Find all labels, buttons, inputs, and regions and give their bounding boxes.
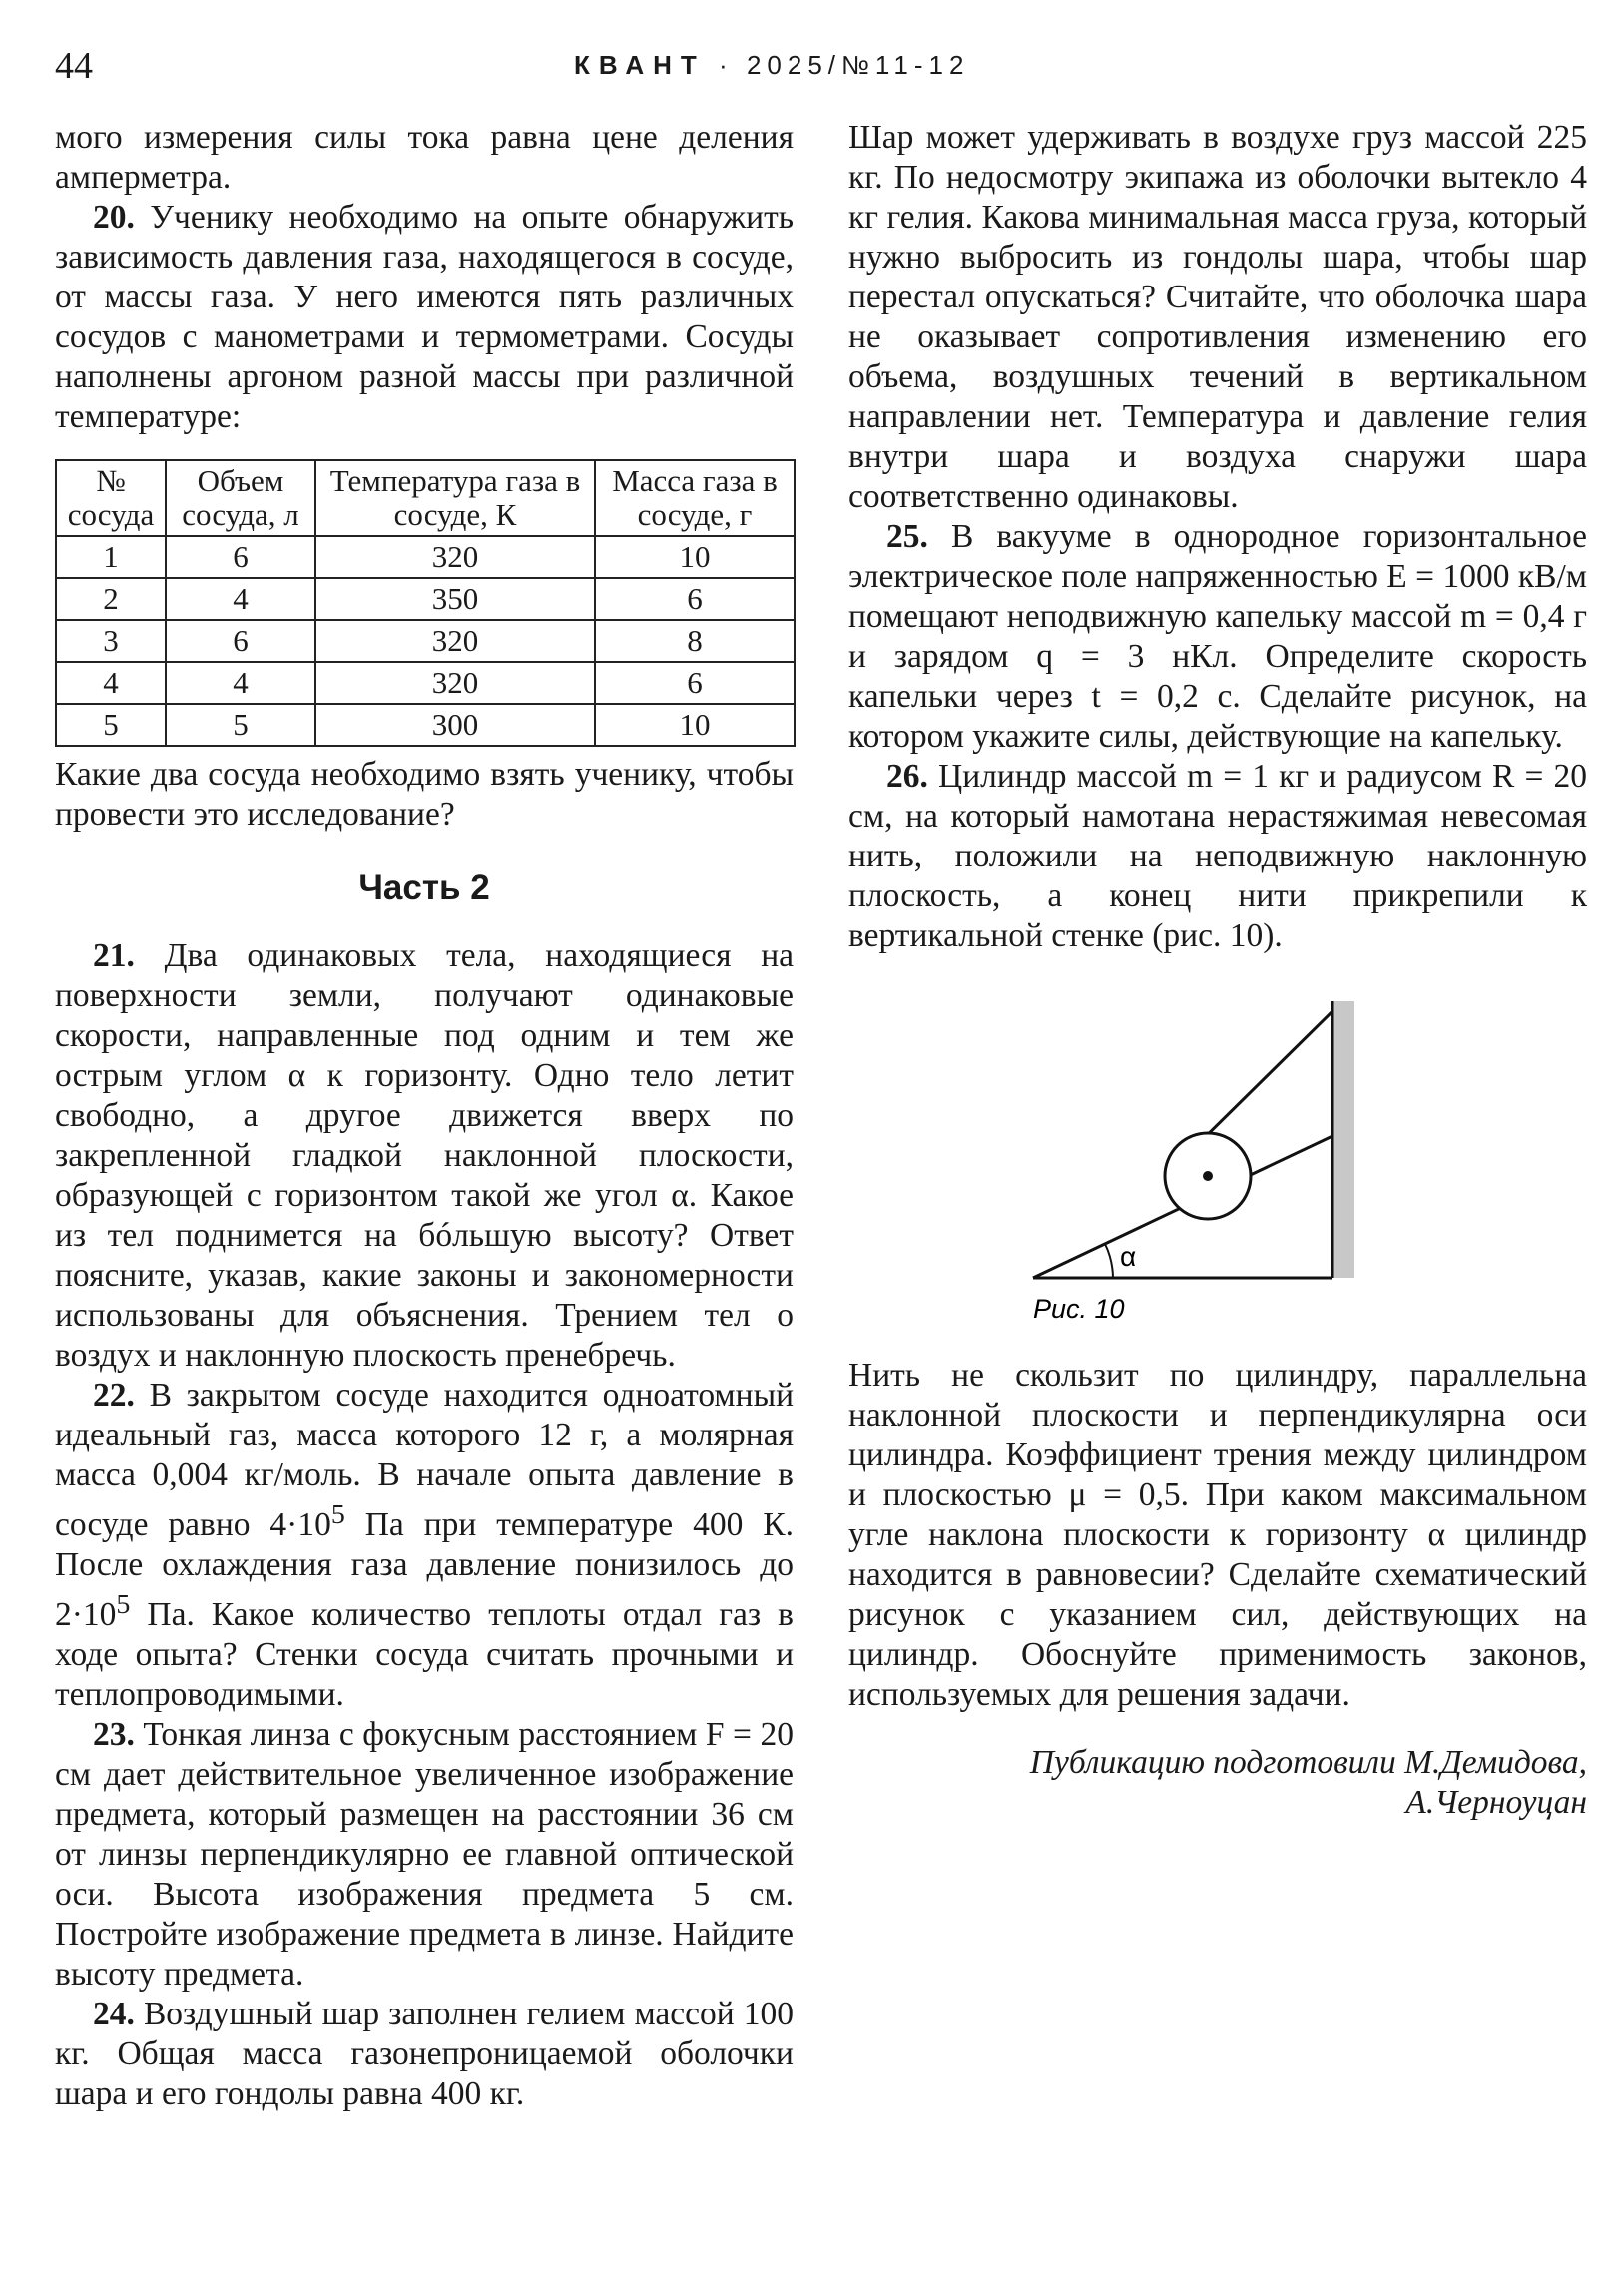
journal-running-title xyxy=(574,50,969,81)
problem-25-number: 25. xyxy=(886,518,928,555)
angle-arc xyxy=(1105,1244,1113,1278)
problem-21-text: Два одинаковых тела, находящиеся на поверхности земли, получают одинаковые скорости, направленные под одним и тем же острым углом α к горизонту. Одно тело летит свободно, а другое движется вверх по закрепленной гладкой наклонной плоскости, образующей с горизонтом такой же угол α. Какое из тел поднимется на бóльшую высоту? Ответ поясните, указав, какие законы и закономерности использованы для объяснения. Трением тел о воздух и наклонную плоскость пренебречь. xyxy=(55,937,794,1374)
problem-23 xyxy=(55,1715,794,1995)
problem-20 xyxy=(55,198,794,437)
table-cell: 320 xyxy=(315,662,595,704)
problem-22-text-a: В закрытом сосуде находится одноатомный идеальный газ, масса которого 12 г, а молярная масса 0,004 кг/моль. В начале опыта давление в сосуде равно 4·10 xyxy=(55,1377,794,1544)
problem-24-continued: Шар может удерживать в воздухе груз массой 225 кг. По недосмотру экипажа из оболочки вытекло 4 кг гелия. Какова минимальная масса груза, который нужно выбросить из гондолы шара, чтобы шар перестал опускаться? Считайте, что оболочка шара не оказывает сопротивления изменению его объема, воздушных течений в вертикальном направлении нет. Температура и давление гелия внутри шара и воздуха снаружи шара соответственно одинаковы. xyxy=(848,119,1587,515)
table-cell: 4 xyxy=(56,662,166,704)
table-cell: 4 xyxy=(166,578,315,620)
problem-25 xyxy=(848,517,1587,757)
table-cell: 8 xyxy=(595,620,795,662)
problem-22 xyxy=(55,1376,794,1715)
table-header-cell: Температура газа в сосуде, К xyxy=(315,460,595,536)
signature-line-2: А.Черноуцан xyxy=(1405,1784,1587,1821)
problem-22-text-b: Па при температуре 400 К. После охлаждения газа давление понизилось до 2·10 xyxy=(55,1506,794,1634)
header-separator: · xyxy=(719,50,734,80)
table-header-cell: Объем сосуда, л xyxy=(166,460,315,536)
table-header-cell: № сосуда xyxy=(56,460,166,536)
table-cell: 5 xyxy=(166,704,315,746)
table-cell: 320 xyxy=(315,536,595,578)
problem-20-text: Ученику необходимо на опыте обнаружить зависимость давления газа, находящегося в сосуде, от массы газа. У него имеются пять различных сосудов с манометрами и термометрами. Сосуды наполнены аргоном разной массы при различной температуре: xyxy=(55,199,794,435)
problem-24-text: Воздушный шар заполнен гелием массой 100 кг. Общая масса газонепроницаемой оболочки шара и его гондолы равна 400 кг. xyxy=(55,1996,794,2113)
problem-26-continued: Нить не скользит по цилиндру, параллельна наклонной плоскости и перпендикулярна оси цилиндра. Коэффициент трения между цилиндром и плоскостью μ = 0,5. При каком максимальном угле наклона плоскости к горизонту α цилиндр находится в равновесии? Сделайте схематический рисунок с указанием сил, действующих на цилиндр. Обоснуйте применимость законов, используемых для решения задачи. xyxy=(848,1357,1587,1713)
table-cell: 6 xyxy=(166,536,315,578)
problem-22-number: 22. xyxy=(93,1377,135,1414)
page-number: 44 xyxy=(55,45,93,87)
part-title: Часть 2 xyxy=(358,868,490,907)
table-cell: 5 xyxy=(56,704,166,746)
table-row xyxy=(56,662,795,704)
signature-line-1: Публикацию подготовили М.Демидова, xyxy=(1029,1744,1587,1781)
problem-22-text-c: Па. Какое количество теплоты отдал газ в ходе опыта? Стенки сосуда считать прочными и теплопроводимыми. xyxy=(55,1596,794,1714)
table-cell: 4 xyxy=(166,662,315,704)
authors-signature xyxy=(848,1743,1587,1823)
problem-21-number: 21. xyxy=(93,937,135,974)
problem-24-number: 24. xyxy=(93,1996,135,2033)
left-column xyxy=(55,118,794,2114)
problem-20-question: Какие два сосуда необходимо взять ученику, чтобы провести это исследование? xyxy=(55,756,794,833)
vessels-table xyxy=(55,459,796,747)
table-cell: 350 xyxy=(315,578,595,620)
table-cell: 10 xyxy=(595,704,795,746)
problem-26 xyxy=(848,757,1587,956)
angle-label: α xyxy=(1120,1241,1137,1272)
table-cell: 2 xyxy=(56,578,166,620)
figure-caption: Рис. 10 xyxy=(1033,1294,1125,1324)
table-cell: 6 xyxy=(595,578,795,620)
problem-24 xyxy=(55,1995,794,2114)
issue-number: 2025/№11-12 xyxy=(746,50,970,80)
cylinder-axis-dot xyxy=(1203,1171,1213,1181)
problem-26-number: 26. xyxy=(886,758,928,795)
table-header-row xyxy=(56,460,795,536)
problem-23-text: Тонкая линза с фокусным расстоянием F = 20 см дает действительное увеличенное изображение предмета, который размещен на расстоянии 36 см от линзы перпендикулярно ее главной оптической оси. Высота изображения предмета 5 см. Постройте изображение предмета в линзе. Найдите высоту предмета. xyxy=(55,1716,794,1994)
problem-20-number: 20. xyxy=(93,199,135,236)
exponent: 5 xyxy=(116,1589,131,1621)
figure-10 xyxy=(848,956,1587,1356)
problem-21 xyxy=(55,936,794,1376)
problem-25-text: В вакууме в однородное горизонтальное электрическое поле напряженностью E = 1000 кВ/м помещают неподвижную капельку массой m = 0,4 г и зарядом q = 3 нКл. Определите скорость капельки через t = 0,2 с. Сделайте рисунок, на котором укажите силы, действующие на капельку. xyxy=(848,518,1587,755)
table-row xyxy=(56,536,795,578)
journal-name: КВАНТ xyxy=(574,50,706,80)
wall-hatching xyxy=(1332,1001,1354,1278)
running-header xyxy=(55,44,1542,94)
table-cell: 300 xyxy=(315,704,595,746)
table-row xyxy=(56,620,795,662)
table-cell: 320 xyxy=(315,620,595,662)
exponent: 5 xyxy=(330,1499,345,1530)
paragraph-continued: мого измерения силы тока равна цене деления амперметра. xyxy=(55,119,794,196)
table-header-cell: Масса газа в сосуде, г xyxy=(595,460,795,536)
table-cell: 1 xyxy=(56,536,166,578)
table-cell: 6 xyxy=(595,662,795,704)
right-column xyxy=(848,118,1587,1823)
table-row xyxy=(56,704,795,746)
problem-26-text: Цилиндр массой m = 1 кг и радиусом R = 20 см, на который намотана нерастяжимая невесомая нить, положили на неподвижную наклонную плоскость, а конец нити прикрепили к вертикальной стенке (рис. 10). xyxy=(848,758,1587,954)
table-cell: 6 xyxy=(166,620,315,662)
inclined-plane-diagram xyxy=(848,956,1587,1356)
table-cell: 10 xyxy=(595,536,795,578)
problem-23-number: 23. xyxy=(93,1716,135,1754)
table-row xyxy=(56,578,795,620)
table-cell: 3 xyxy=(56,620,166,662)
